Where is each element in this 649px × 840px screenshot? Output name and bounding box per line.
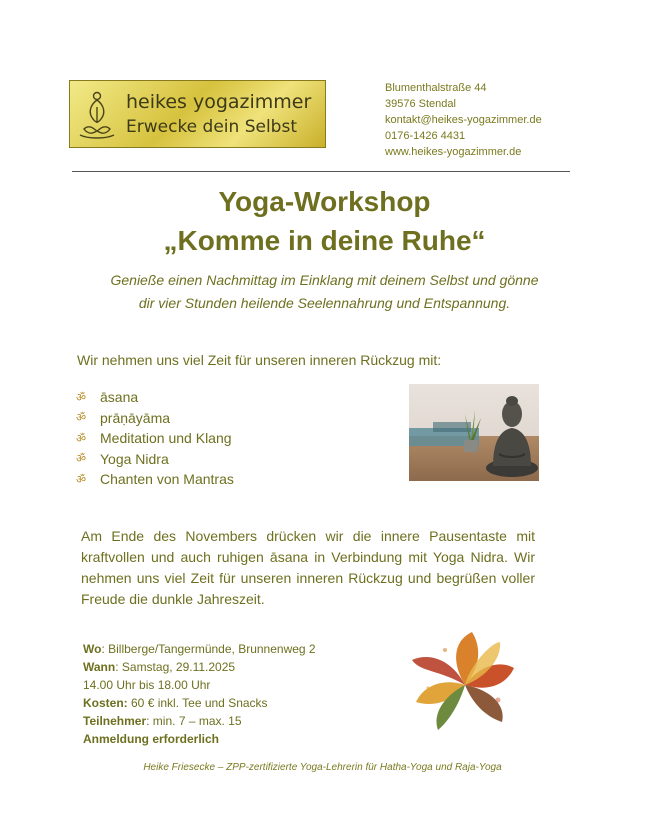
intro-line-2: dir vier Stunden heilende Seelennahrung und Entspannung. [138, 295, 511, 311]
detail-registration: Anmeldung erforderlich [83, 732, 220, 746]
detail-time: 14.00 Uhr bis 18.00 Uhr [83, 678, 211, 692]
autumn-leaves-illustration [410, 630, 520, 735]
page-subtitle: „Komme in deine Ruhe“ [163, 225, 486, 256]
contact-city: 39576 Stendal [385, 98, 456, 110]
activity-list [76, 387, 234, 490]
list-lead: Wir nehmen uns viel Zeit für unseren inneren Rückzug mit: [77, 352, 442, 368]
footer-credit: Heike Friesecke – ZPP-zertifizierte Yoga-Lehrerin für Hatha-Yoga und Raja-Yoga [143, 762, 502, 773]
list-item [76, 408, 234, 429]
om-icon: ॐ [76, 432, 87, 445]
logo-title: heikes yogazimmer [126, 91, 312, 113]
description-paragraph: Am Ende des Novembers drücken wir die innere Pausentaste mit kraftvollen und auch ruhigen āsana in Verbindung mit Yoga Nidra. Wir nehmen uns viel Zeit für unseren inneren Rückzug und begrüßen voller Freude die dunkle Jahreszeit. [81, 528, 535, 607]
list-item [76, 469, 234, 490]
contact-block [385, 80, 542, 160]
om-icon: ॐ [76, 412, 87, 425]
list-item [76, 387, 234, 408]
detail-label: Teilnehmer [83, 714, 147, 728]
contact-street: Blumenthalstraße 44 [385, 82, 487, 94]
detail-label: Wo [83, 642, 102, 656]
om-icon: ॐ [76, 453, 87, 466]
page-title: Yoga-Workshop [218, 186, 431, 217]
list-item-label: prāṇāyāma [100, 409, 171, 426]
event-details [83, 640, 316, 748]
intro-line-1: Genieße einen Nachmittag im Einklang mit deinem Selbst und gönne [110, 272, 539, 288]
header-divider [72, 171, 570, 172]
om-icon: ॐ [76, 391, 87, 404]
detail-location: Wo: Billberge/Tangermünde, Brunnenweg 2 [83, 642, 316, 656]
list-item-label: Chanten von Mantras [100, 471, 234, 488]
detail-label: Kosten: [83, 696, 128, 710]
om-icon: ॐ [76, 473, 87, 486]
logo-tagline: Erwecke dein Selbst [126, 117, 297, 137]
contact-email[interactable]: kontakt@heikes-yogazimmer.de [385, 114, 542, 126]
buddha-photo [409, 384, 539, 481]
detail-date: Wann: Samstag, 29.11.2025 [83, 660, 236, 674]
yoga-figure-icon [76, 87, 118, 143]
list-item-label: Yoga Nidra [100, 450, 169, 467]
list-item-label: Meditation und Klang [100, 430, 232, 447]
detail-participants: Teilnehmer: min. 7 – max. 15 [83, 714, 242, 728]
contact-website[interactable]: www.heikes-yogazimmer.de [385, 146, 522, 158]
contact-phone: 0176-1426 4431 [385, 130, 466, 142]
list-item [76, 449, 234, 470]
detail-label: Wann [83, 660, 116, 674]
list-item-label: āsana [100, 389, 139, 406]
list-item [76, 428, 234, 449]
logo [69, 80, 326, 148]
detail-cost: Kosten: 60 € inkl. Tee und Snacks [83, 696, 268, 710]
